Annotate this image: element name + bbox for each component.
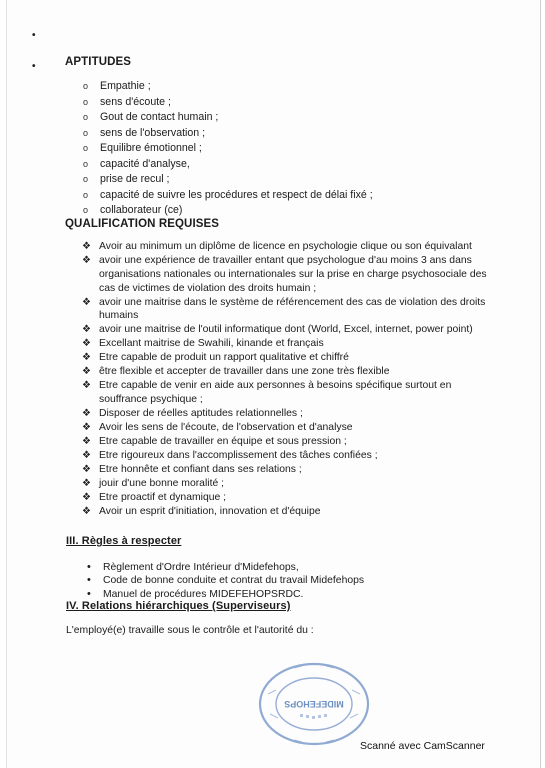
qualification-item-text: Avoir au minimum un diplôme de licence en psychologie clique ou son équivalant <box>99 241 472 252</box>
rule-item <box>87 574 467 587</box>
qualification-item <box>82 463 490 477</box>
diamond-bullet-icon: ❖ <box>82 450 91 462</box>
aptitude-item-text: sens d'écoute ; <box>100 95 171 108</box>
rule-item <box>87 588 467 601</box>
qualification-item <box>82 296 490 324</box>
diamond-bullet-icon: ❖ <box>82 352 91 364</box>
qualification-item-text: jouir d'une bonne moralité ; <box>99 477 225 489</box>
aptitude-item-text: Equilibre émotionnel ; <box>100 142 202 154</box>
rule-item-text: Manuel de procédures MIDEFEHOPSRDC. <box>103 588 304 600</box>
aptitude-item <box>83 79 483 95</box>
diamond-bullet-icon: ❖ <box>82 366 91 378</box>
diamond-bullet-icon: ❖ <box>82 422 91 434</box>
diamond-bullet-icon: ❖ <box>82 254 91 266</box>
relations-text: L'employé(e) travaille sous le contrôle et l'autorité du : <box>66 625 314 636</box>
diamond-bullet-icon: ❖ <box>82 491 91 503</box>
qualification-item-text: être flexible et accepter de travailler dans une zone très flexible <box>99 366 390 378</box>
qualification-item-text: Avoir un esprit d'initiation, innovation et d'équipe <box>99 505 321 517</box>
qualification-item <box>82 379 490 407</box>
aptitude-item-text: Empathie ; <box>100 80 151 92</box>
official-stamp <box>254 660 374 748</box>
qualification-item-text: Etre proactif et dynamique ; <box>99 491 227 503</box>
aptitude-item <box>83 110 483 126</box>
qualification-item <box>82 435 490 449</box>
qualification-item <box>82 421 490 435</box>
qualification-item-text: Etre capable de produit un rapport qualitative et chiffré <box>99 352 349 364</box>
qualification-item <box>82 337 490 351</box>
diamond-bullet-icon: ❖ <box>82 296 91 308</box>
qualification-item <box>82 491 490 505</box>
diamond-bullet-icon: ❖ <box>82 338 91 350</box>
qualification-item <box>82 365 490 379</box>
diamond-bullet-icon: ❖ <box>82 408 91 420</box>
qualification-item <box>82 407 490 421</box>
aptitudes-heading: APTITUDES <box>65 56 132 68</box>
aptitude-item <box>83 157 483 173</box>
aptitudes-list <box>83 79 483 219</box>
qualification-item-text: Excellant maitrise de Swahili, kinande et français <box>99 338 324 350</box>
aptitude-item <box>83 95 483 111</box>
diamond-bullet-icon: ❖ <box>82 241 91 252</box>
qualification-item <box>82 254 490 295</box>
qualification-item-text: avoir une maitrise de l'outil informatique dont (World, Excel, internet, power point) <box>99 324 473 336</box>
qualification-item-text: Etre rigoureux dans l'accomplissement des tâches confiées ; <box>99 450 378 462</box>
qualification-item-text: Etre capable de venir en aide aux personnes à besoins spécifique surtout en souffrance psychique ; <box>99 380 452 406</box>
rule-item-text: Code de bonne conduite et contrat du travail Midefehops <box>103 575 365 587</box>
aptitude-item-text: Gout de contact humain ; <box>100 111 219 123</box>
aptitude-item <box>83 126 483 142</box>
diamond-bullet-icon: ❖ <box>82 436 91 448</box>
rule-item <box>87 561 467 574</box>
rules-list <box>87 561 467 601</box>
qualifications-heading: QUALIFICATION REQUISES <box>65 218 220 230</box>
diamond-bullet-icon: ❖ <box>82 477 91 489</box>
rule-item-text: Règlement d'Ordre Intérieur d'Midefehops, <box>103 562 299 573</box>
qualification-item-text: Avoir les sens de l'écoute, de l'observation et d'analyse <box>99 422 353 434</box>
aptitude-item-text: capacité de suivre les procédures et respect de délai fixé ; <box>100 188 373 201</box>
qualification-item <box>82 323 490 337</box>
aptitude-item-text: sens de l'observation ; <box>100 126 206 139</box>
aptitude-item-text: prise de recul ; <box>100 173 170 185</box>
qualification-item <box>82 449 490 463</box>
aptitude-item <box>83 141 483 157</box>
qualification-item <box>82 505 490 519</box>
aptitude-item <box>83 188 483 204</box>
scan-mark: • <box>32 30 36 41</box>
qualification-item <box>82 351 490 365</box>
qualification-item <box>82 477 490 491</box>
diamond-bullet-icon: ❖ <box>82 505 91 517</box>
aptitude-item-text: capacité d'analyse, <box>100 157 190 170</box>
scan-mark: • <box>32 61 36 72</box>
rules-heading: III. Règles à respecter <box>66 535 182 547</box>
diamond-bullet-icon: ❖ <box>82 380 91 392</box>
aptitude-item-text: collaborateur (ce) <box>100 204 183 216</box>
relations-heading: IV. Relations hiérarchiques (Superviseurs) <box>66 600 291 612</box>
qualification-item-text: Etre honnête et confiant dans ses relations ; <box>99 464 302 475</box>
aptitude-item <box>83 172 483 188</box>
scanner-watermark: Scanné avec CamScanner <box>360 740 485 752</box>
qualification-item-text: avoir une expérience de travailler entant que psychologue d'au moins 3 ans dans organisations nationales ou internationales sur la prise en charge psychosociale des cas de victimes de violation des droits humain ; <box>99 254 487 294</box>
diamond-bullet-icon: ❖ <box>82 324 91 336</box>
qualification-item-text: avoir une maitrise dans le système de référencement des cas de violation des droits humains <box>99 296 486 322</box>
qualification-item <box>82 240 490 254</box>
qualification-item-text: Disposer de réelles aptitudes relationnelles ; <box>99 408 303 420</box>
aptitude-item <box>83 203 483 219</box>
qualification-item-text: Etre capable de travailler en équipe et sous pression ; <box>99 436 347 448</box>
diamond-bullet-icon: ❖ <box>82 464 91 475</box>
qualifications-list <box>82 240 490 519</box>
stamp-text: MIDEFEHOPS <box>284 699 344 709</box>
